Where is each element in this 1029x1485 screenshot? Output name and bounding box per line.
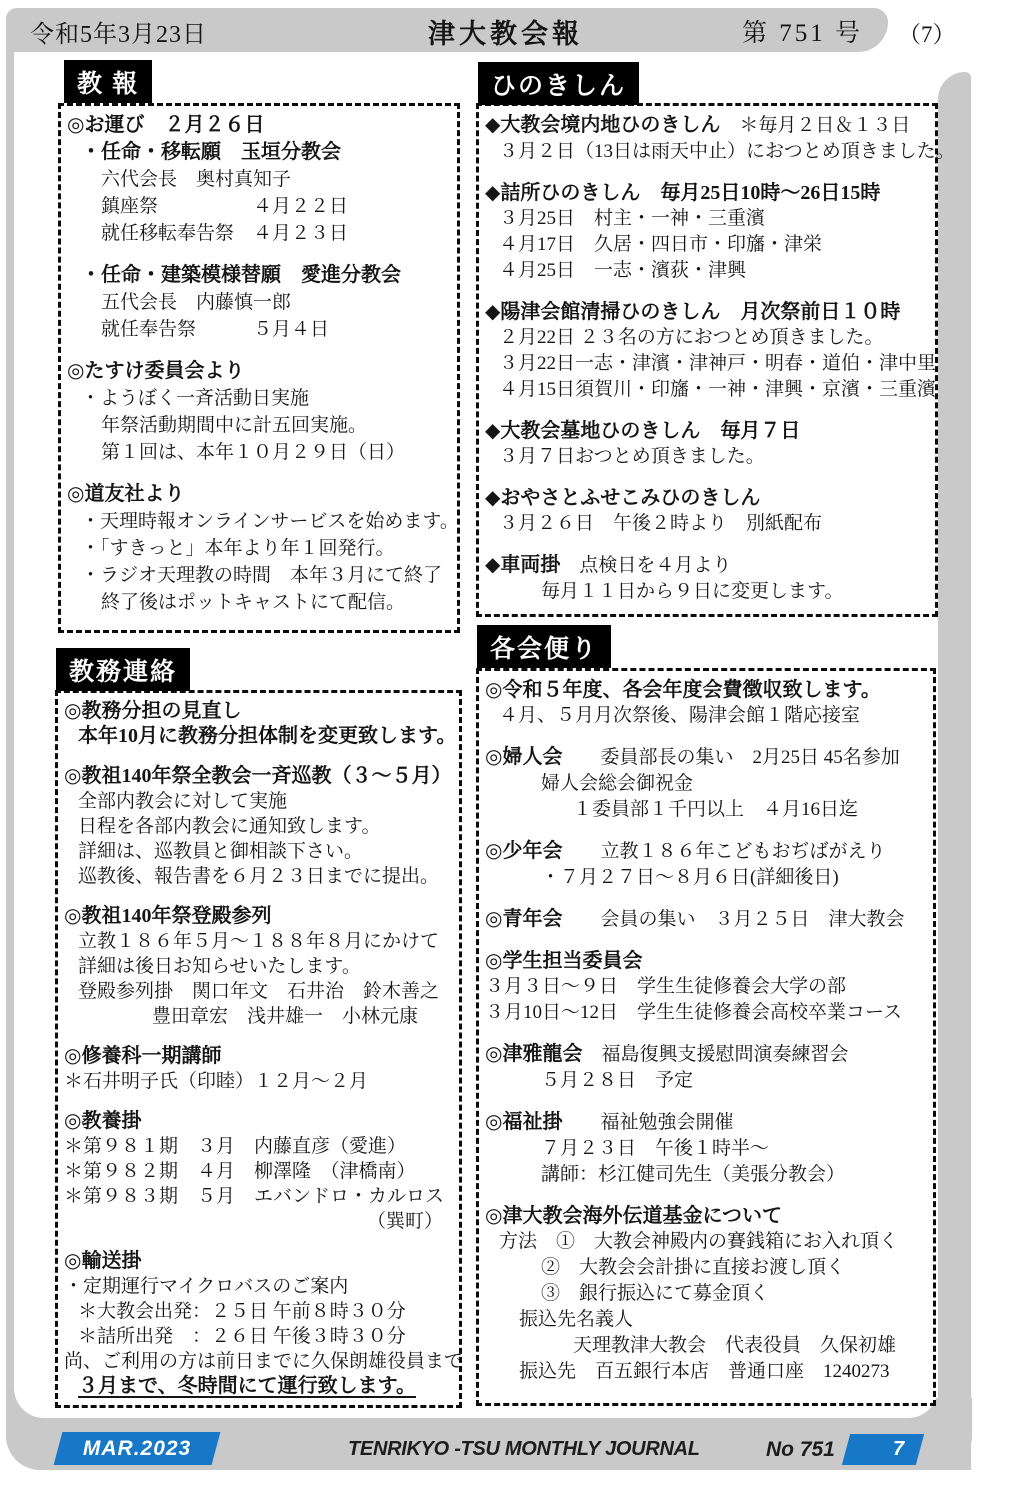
text-line: ３月まで、冬時間にて運行致します。	[78, 1375, 416, 1397]
issue-number: 第 751 号	[742, 20, 864, 47]
text-line: ４月25日 一志・濱荻・津興	[499, 260, 747, 281]
section-label-kakukai: 各会便り	[477, 625, 611, 668]
text-line: ◆おやさとふせこみひのきしん	[485, 487, 761, 509]
section-hinokishin	[476, 103, 955, 617]
text-line: ＊第９８１期 ３月 内藤直彦（愛進）	[64, 1136, 407, 1157]
line-spacer	[64, 749, 457, 764]
text-line: ＊第９８３期 ５月 エバンドロ・カルロス	[64, 1186, 445, 1207]
line-lead: ◎福祉掛	[485, 1111, 563, 1133]
text-line: ３月22日一志・津濱・津神戸・明春・道伯・津中里	[499, 353, 937, 374]
footer-page-chip	[842, 1434, 924, 1465]
line-spacer	[485, 1188, 931, 1203]
line-spacer	[64, 1234, 457, 1249]
text-line: ◎たすけ委員会より	[67, 360, 245, 382]
text-line: 鎮座祭 ４月２２日	[101, 196, 349, 217]
text-line: ・ようぼく一斉活動日実施	[81, 388, 310, 409]
newsletter-title: 津大教会報	[428, 19, 583, 49]
text-line: 就任移転奉告祭 ４月２３日	[101, 223, 349, 244]
text-line: ② 大教会会計掛に直接お渡し頂く	[541, 1257, 846, 1278]
text-line: ◎輸送掛	[64, 1250, 142, 1272]
text-line: ◎修養科一期講師	[64, 1045, 222, 1067]
footer-month-badge	[54, 1432, 221, 1465]
line-spacer	[67, 343, 455, 358]
text-line: ◎道友社より	[67, 483, 185, 505]
text-line: ４月、５月月次祭後、陽津会館１階応接室	[499, 705, 861, 726]
footer-month-label: MAR.2023	[82, 1436, 192, 1460]
line-spacer	[485, 470, 933, 485]
footer-issue-number: No 751	[766, 1438, 835, 1461]
text-line: ◎福祉掛 福祉勉強会開催	[485, 1111, 734, 1133]
line-spacer	[485, 891, 931, 906]
text-line: ◎令和５年度、各会年度会費徴収致します。	[485, 679, 881, 701]
text-line: ◎教養掛	[64, 1110, 142, 1132]
text-line: 第１回は、本年１０月２９日（日）	[101, 442, 406, 463]
text-line: 巡教後、報告書を６月２３日までに提出。	[78, 866, 440, 887]
line-spacer	[485, 1026, 931, 1041]
text-line: 六代会長 奥村真知子	[101, 169, 292, 190]
text-line: 本年10月に教務分担体制を変更致します。	[78, 725, 457, 747]
line-spacer	[485, 1094, 931, 1109]
line-spacer	[67, 466, 455, 481]
text-line: 豊田章宏 浅井雄一 小林元康	[152, 1006, 419, 1027]
text-line: ＊第９８２期 ４月 柳澤隆 （津橋南）	[64, 1161, 416, 1182]
text-line: 詳細は後日お知らせいたします。	[78, 956, 361, 977]
text-line: ◎教祖140年祭登殿参列	[64, 905, 272, 927]
text-line: 登殿参列掛 関口年文 石井治 鈴木善之	[78, 981, 440, 1002]
text-line: ◆大教会境内地ひのきしん ＊毎月２日＆１３日	[485, 114, 911, 136]
text-line: ・任命・建築模様替願 愛進分教会	[81, 264, 401, 286]
section-label-kyomu: 教務連絡	[56, 648, 190, 691]
content-paper	[14, 52, 955, 1418]
text-line: ３月２６日 午後２時より 別紙配布	[499, 513, 823, 534]
text-line: ◎津雅龍会 福島復興支援慰問演奏練習会	[485, 1043, 849, 1065]
line-spacer	[485, 537, 933, 552]
line-lead: ◎婦人会	[485, 746, 563, 768]
line-spacer	[64, 1029, 457, 1044]
text-line: ＊大教会出発：２５日 午前８時３０分	[78, 1301, 406, 1322]
text-line: ◎青年会 会員の集い ３月２５日 津大教会	[485, 908, 905, 930]
text-line: ◎婦人会 委員部長の集い 2月25日 45名参加	[485, 746, 900, 768]
text-line: ７月２３日 午後１時半～	[541, 1138, 770, 1159]
line-spacer	[485, 165, 933, 180]
text-line: 全部内教会に対して実施	[78, 791, 288, 812]
line-spacer	[485, 823, 931, 838]
text-line: 尚、ご利用の方は前日までに久保朗雄役員まで	[64, 1351, 464, 1372]
text-line: 日程を各部内教会に通知致します。	[78, 816, 381, 837]
text-line: ＊詰所出発 ：２６日 午後３時３０分	[78, 1326, 406, 1347]
text-line: ◎少年会 立教１８６年こどもおぢばがえり	[485, 840, 886, 862]
line-lead: ◎少年会	[485, 840, 563, 862]
section-kyoho	[58, 103, 460, 633]
section-kyomu	[55, 690, 462, 1408]
text-line: ・ラジオ天理教の時間 本年３月にて終了	[81, 565, 443, 586]
scan-right-margin	[938, 72, 971, 1470]
line-spacer	[485, 403, 933, 418]
section-label-hinokishin: ひのきしん	[478, 62, 639, 105]
text-line: 方法 ① 大教会神殿内の賽銭箱にお入れ頂く	[499, 1231, 899, 1252]
text-line: ３月３日～９日 学生生徒修養会大学の部	[485, 976, 847, 997]
text-line: ◎教務分担の見直し	[64, 700, 242, 722]
section-kakukai	[476, 668, 936, 1406]
text-line: ３月２日（13日は雨天中止）におつとめ頂きました。	[499, 141, 955, 162]
text-line: ・天理時報オンラインサービスを始めます。	[81, 511, 459, 532]
text-line: 五代会長 内藤慎一郎	[101, 292, 292, 313]
text-line: ５月２８日 予定	[541, 1070, 694, 1091]
page-number-paren: （7）	[898, 22, 956, 47]
text-line: ◎学生担当委員会	[485, 950, 643, 972]
text-line: ４月17日 久居・四日市・印旛・津栄	[499, 234, 823, 255]
line-spacer	[64, 1094, 457, 1109]
line-lead: ◆車両掛	[485, 554, 561, 576]
line-spacer	[67, 247, 455, 262]
footer-page-number: 7	[892, 1438, 904, 1460]
line-lead: ◆大教会境内地ひのきしん	[485, 114, 721, 136]
text-line: 振込先 百五銀行本店 普通口座 1240273	[519, 1361, 890, 1382]
text-line: ・任命・移転願 玉垣分教会	[81, 141, 341, 163]
section-label-kyoho: 教 報	[64, 60, 152, 103]
text-line: ３月７日おつとめ頂きました。	[499, 446, 765, 467]
text-line: ◆詰所ひのきしん 毎月25日10時～26日15時	[485, 182, 881, 204]
line-lead: ◎津雅龍会	[485, 1043, 583, 1065]
text-line: ３月25日 村主・一神・三重濱	[499, 208, 766, 229]
text-line: ・「すきっと」本年より年１回発行。	[81, 538, 395, 559]
text-line: 講師：杉江健司先生（美張分教会）	[541, 1164, 846, 1185]
line-spacer	[64, 889, 457, 904]
text-line: 詳細は、巡教員と御相談下さい。	[78, 841, 364, 862]
text-line: 立教１８６年５月～１８８年８月にかけて	[78, 931, 440, 952]
line-spacer	[485, 729, 931, 744]
issue-date: 令和5年3月23日	[30, 22, 207, 48]
text-line: 毎月１１日から９日に変更します。	[541, 581, 844, 602]
footer-journal-title: TENRIKYO -TSU MONTHLY JOURNAL	[348, 1438, 700, 1460]
text-line: ＊石井明子氏（印睦）１２月～２月	[64, 1071, 369, 1092]
line-spacer	[485, 284, 933, 299]
text-line: ③ 銀行振込にて募金頂く	[541, 1283, 770, 1304]
text-line: ◎お運び ２月２６日	[67, 114, 265, 136]
text-line: 年祭活動期間中に計五回実施。	[101, 415, 368, 436]
text-line: ３月10日～12日 学生生徒修養会高校卒業コース	[485, 1002, 903, 1023]
line-spacer	[485, 933, 931, 948]
text-line: 婦人会総会御祝金	[541, 773, 694, 794]
text-line: １委員部１千円以上 ４月16日迄	[573, 799, 859, 820]
text-line: ◆陽津会館清掃ひのきしん 月次祭前日１０時	[485, 301, 901, 323]
text-line: ２月22日 ２３名の方におつとめ頂きました。	[499, 327, 884, 348]
text-line: ◆大教会墓地ひのきしん 毎月７日	[485, 420, 801, 442]
text-line: 就任奉告祭 ５月４日	[101, 319, 330, 340]
text-line: 天理教津大教会 代表役員 久保初雄	[573, 1335, 897, 1356]
text-line: ◆車両掛 点検日を４月より	[485, 554, 732, 576]
text-line: ◎津大教会海外伝道基金について	[485, 1205, 783, 1227]
text-line: （巽町）	[366, 1211, 443, 1232]
text-line: 終了後はポットキャストにて配信。	[101, 592, 406, 613]
text-line: ・７月２７日～８月６日(詳細後日)	[541, 867, 839, 888]
line-lead: ◎青年会	[485, 908, 563, 930]
text-line: ◎教祖140年祭全教会一斉巡教（３～５月）	[64, 765, 452, 787]
text-line: ４月15日須賀川・印旛・一神・津興・京濱・三重濱	[499, 379, 937, 400]
text-line: 振込先名義人	[519, 1309, 634, 1330]
text-line: ・定期運行マイクロバスのご案内	[64, 1276, 349, 1297]
